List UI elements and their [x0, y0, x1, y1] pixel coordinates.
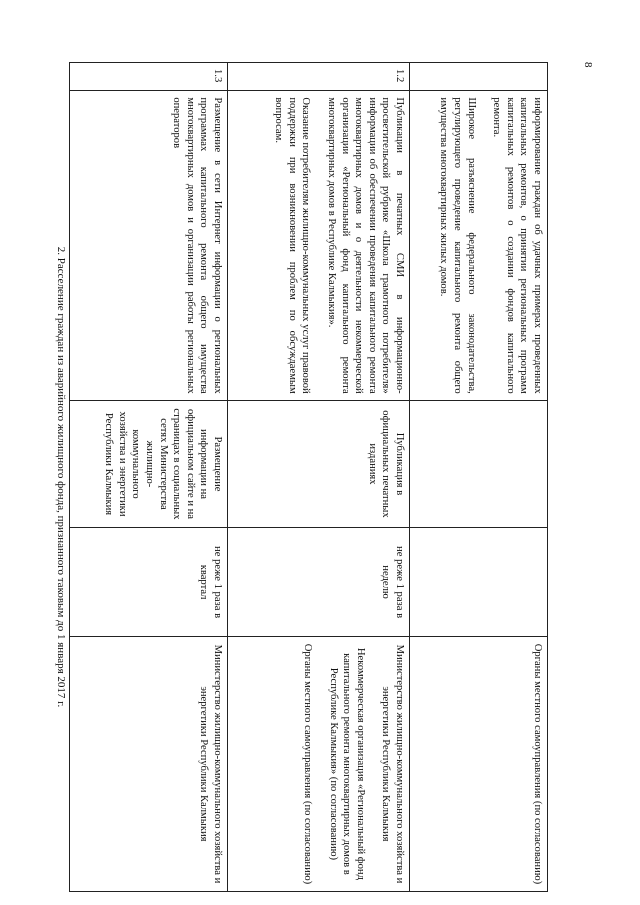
event-paragraph: информирование граждан об удачных примерах проведенных капитальных ремонтов, о принятии региональных программ капитальных ремонтов о создании фондов капитального ремонта. [491, 97, 543, 394]
event-cell [228, 91, 410, 400]
form-cell [410, 400, 548, 528]
table-row [410, 63, 548, 892]
page-number: 8 [582, 62, 594, 68]
section-footer: 2. Расселение граждан из аварийного жилищного фонда, признанного таковым до 1 января 2017 г. [52, 62, 70, 892]
executors-cell [228, 636, 410, 891]
period-cell: не реже 1 раза в квартал [70, 528, 228, 637]
executor-text: Некоммерческая организация «Региональный фонд капитального ремонта многоквартирных домов в Республике Калмыкия» (по согласованию) [327, 647, 366, 880]
executor-text: Органы местного самоуправления (по согласованию) [532, 643, 543, 885]
event-cell [70, 91, 228, 400]
form-cell: Размещение информации на официальном сайте и на страницах в социальных сетях Министерства жилищно-коммунального хозяйства и энергетики Республики Калмыкия [70, 400, 228, 528]
row-number-cell: 1.3 [70, 63, 228, 91]
executors-cell [70, 636, 228, 891]
event-cell [410, 91, 548, 400]
table-row [70, 63, 228, 892]
executor-text: Органы местного самоуправления (по согласованию) [302, 643, 314, 885]
event-paragraph: Публикации в печатных СМИ в информационно-просветительской рубрике «Школа грамотного потребителя» информации об обеспечении проведения капитального ремонта многоквартирных домов и о деятельности некоммерческой организации «Региональный фонд капитального ремонта многоквартирных домов в Республике Калмыкия». [326, 97, 405, 394]
table-row [228, 63, 410, 892]
period-cell: не реже 1 раза в неделю [228, 528, 410, 637]
executors-cell [410, 636, 548, 891]
event-paragraph: Размещение в сети Интернет информации о региональных программах капитального ремонта общего имущества многоквартирных домов и организации работы региональных операторов [171, 97, 223, 394]
event-paragraph: Широкое разъяснение федерального законодательства, регулирующего проведение капитального ремонта общего имущества многоквартирных жилых домов. [438, 97, 477, 394]
row-number-cell [410, 63, 548, 91]
period-cell [410, 528, 548, 637]
executor-text: Министерство жилищно-коммунального хозяйства и энергетики Республики Калмыкия [198, 644, 223, 884]
executor-text: Министерство жилищно-коммунального хозяйства и энергетики Республики Калмыкия [380, 644, 405, 884]
rotated-content [53, 62, 548, 892]
event-paragraph: Оказание потребителям жилищно-коммунальных услуг правовой поддержки при возникновении проблем по обсуждаемым вопросам. [273, 97, 312, 394]
form-cell: Публикация в официальных печатных изданиях [228, 400, 410, 528]
measures-table [69, 62, 548, 892]
row-number-cell: 1.2 [228, 63, 410, 91]
